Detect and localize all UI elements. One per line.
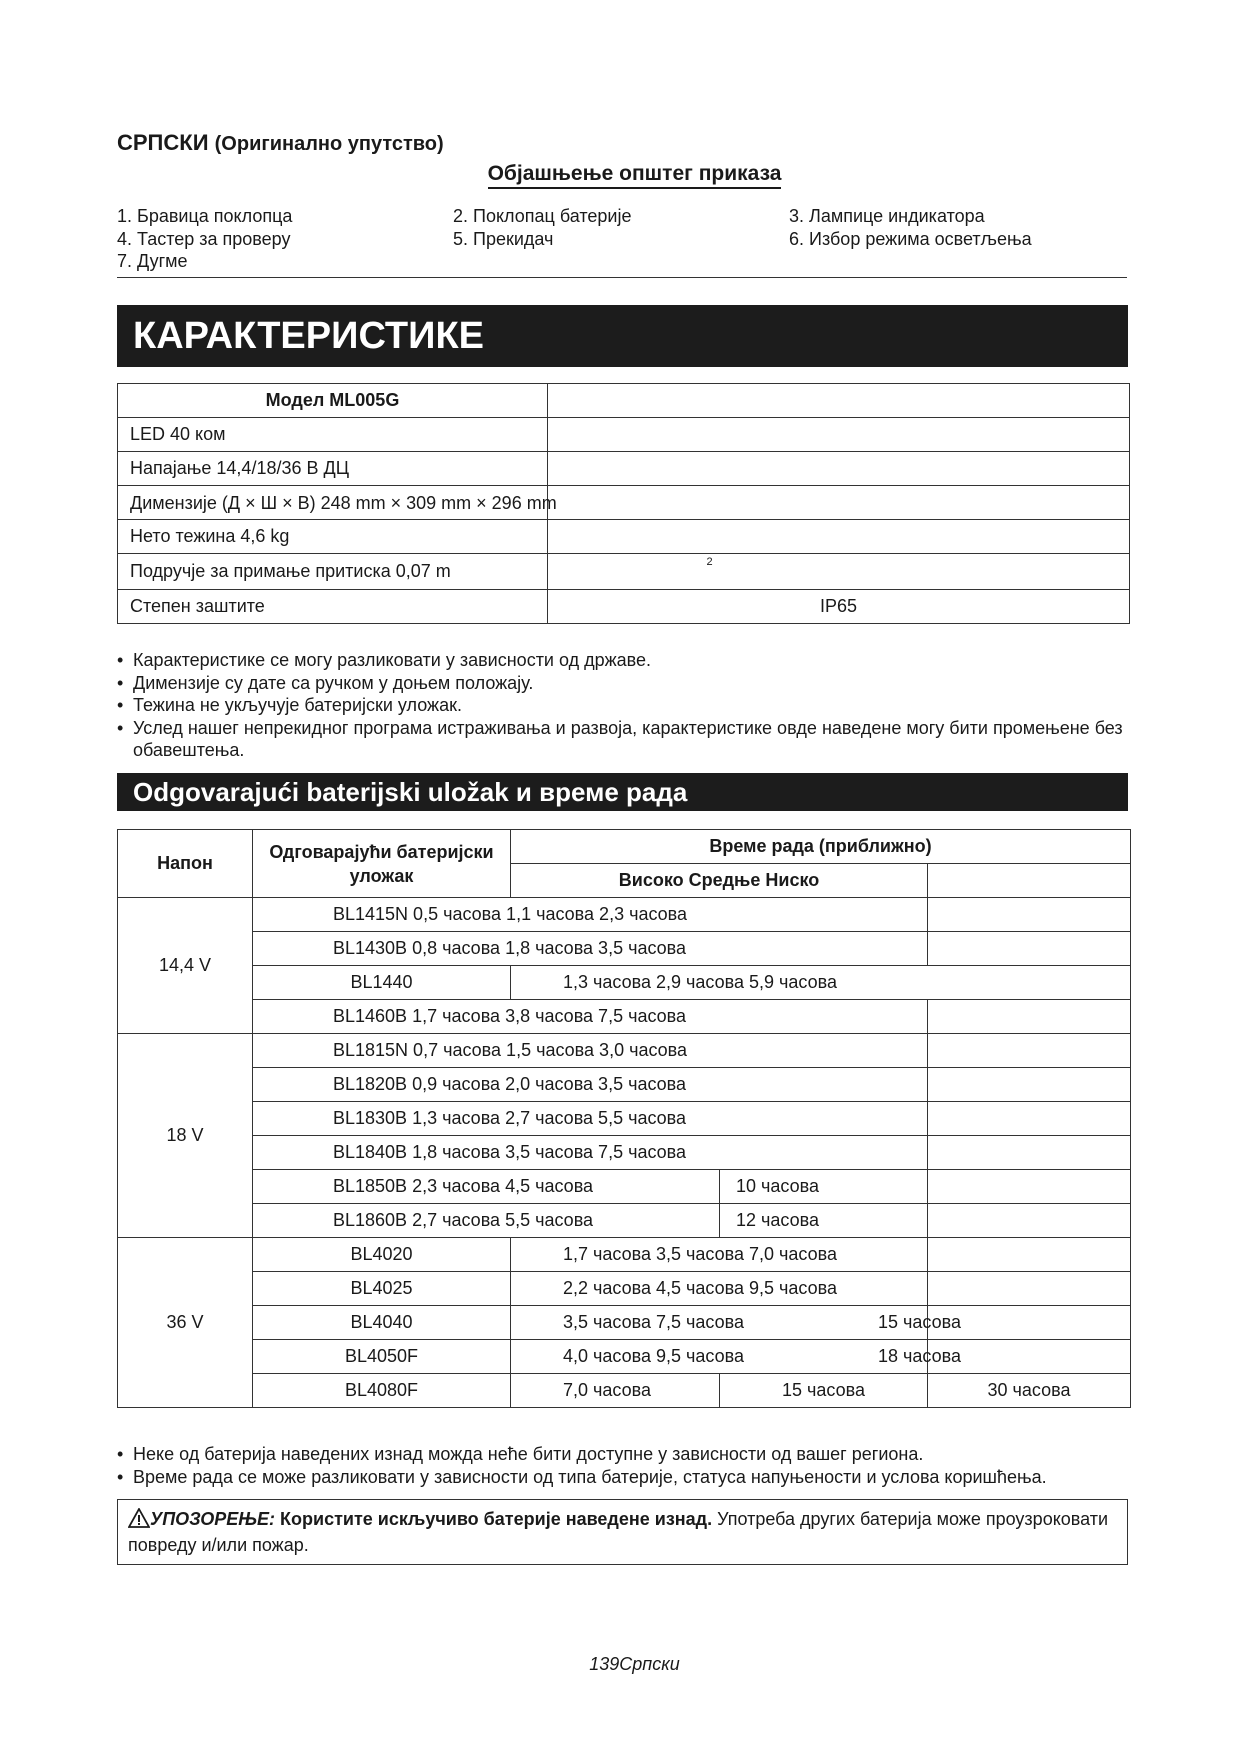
warning-box <box>117 1499 1128 1565</box>
runtime-cell: 1,3 часова 2,9 часова 5,9 часова <box>511 966 1131 1000</box>
table-row <box>118 1136 1131 1170</box>
cartridge-cell: BL4025 <box>253 1272 511 1306</box>
runtime-cell <box>928 1034 1131 1068</box>
cartridge-cell: BL4050F <box>253 1340 511 1374</box>
list-item: • Услед нашег непрекидног програма истраживања и развоја, карактеристике овде наведене могу бити промењене без обавештења. <box>117 717 1123 760</box>
spec-value: IP65 <box>548 590 1130 624</box>
table-row <box>118 1272 1131 1306</box>
table-row <box>118 590 1130 624</box>
list-item: • Карактеристике се могу разликовати у зависности од државе. <box>117 650 652 670</box>
table-row <box>118 1170 1131 1204</box>
spec-label: Димензије (Д × Ш × В) 248 mm × 309 mm × 296 mm <box>130 493 557 513</box>
table-row <box>118 1102 1131 1136</box>
cartridge-cell: BL4020 <box>253 1238 511 1272</box>
runtime-cell: BL1460B 1,7 часова 3,8 часова 7,5 часова <box>253 1000 928 1034</box>
table-row <box>118 1340 1131 1374</box>
table-row <box>118 898 1131 932</box>
battery-banner: Odgovarajući baterijski uložak и време рада <box>117 773 1128 811</box>
table-row <box>118 1204 1131 1238</box>
spec-value <box>548 554 1130 590</box>
heading-subtitle: (Оригинално упутство) <box>214 133 444 155</box>
legend-item: 1. Бравица поклопца <box>117 206 293 226</box>
table-row <box>118 520 1130 554</box>
legend-row <box>117 228 1127 251</box>
parts-legend <box>117 205 1127 273</box>
legend-item: 2. Поклопац батерије <box>453 206 632 226</box>
list-item: • Време рада се може разликовати у зависности од типа батерије, статуса напуњености и услова коришћења. <box>117 1466 1047 1487</box>
page-footer <box>0 1654 1241 1675</box>
runtime-header: Време рада (приближно) <box>511 830 1131 864</box>
legend-item: 5. Прекидач <box>453 228 554 249</box>
legend-item: 3. Лампице индикатора <box>789 206 985 226</box>
list-item: • Тежина не укључује батеријски уложак. <box>117 695 462 715</box>
spec-label: LED 40 ком <box>118 418 548 452</box>
warning-label: УПОЗОРЕЊЕ: <box>150 1509 276 1529</box>
warning-bold-text: Користите искључиво батерије наведене изнад. <box>280 1509 713 1529</box>
table-header-row <box>118 830 1131 864</box>
table-row <box>118 1238 1131 1272</box>
spec-label: Нето тежина 4,6 kg <box>118 520 548 554</box>
table-row <box>118 932 1131 966</box>
table-row <box>118 418 1130 452</box>
table-row <box>118 452 1130 486</box>
battery-notes <box>117 1443 1132 1488</box>
runtime-cell: BL1840B 1,8 часова 3,5 часова 7,5 часова <box>253 1136 928 1170</box>
runtime-cell: BL1820B 0,9 часова 2,0 часова 3,5 часова <box>253 1068 928 1102</box>
spec-value <box>548 384 1130 418</box>
table-row <box>118 1034 1131 1068</box>
runtime-cell: 1,7 часова 3,5 часова 7,0 часова <box>511 1238 928 1272</box>
runtime-cell: 18 часова <box>928 1340 1131 1374</box>
runtime-cell <box>928 932 1131 966</box>
runtime-cell: BL1415N 0,5 часова 1,1 часова 2,3 часова <box>253 898 928 932</box>
spec-label-cell <box>118 486 557 520</box>
model-label: Модел ML005G <box>118 384 548 418</box>
cartridge-header: Одговарајући батеријски уложак <box>253 830 511 898</box>
levels-blank <box>928 864 1131 898</box>
runtime-cell <box>928 898 1131 932</box>
cartridge-cell: BL1440 <box>253 966 511 1000</box>
table-row <box>118 1068 1131 1102</box>
divider <box>117 277 1127 278</box>
battery-table <box>117 829 1131 1408</box>
warning-text: Употреба других батерија може проузроковати повреду и/или пожар. <box>128 1509 1109 1555</box>
runtime-cell: 15 часова <box>928 1306 1131 1340</box>
runtime-cell: BL1815N 0,7 часова 1,5 часова 3,0 часова <box>253 1034 928 1068</box>
table-row <box>118 486 1130 520</box>
runtime-cell <box>928 1136 1131 1170</box>
voltage-header: Напон <box>118 830 253 898</box>
runtime-cell: 2,2 часова 4,5 часова 9,5 часова <box>511 1272 928 1306</box>
legend-item: 6. Избор режима осветљења <box>789 228 1032 249</box>
spec-value <box>548 418 1130 452</box>
runtime-cell <box>928 1238 1131 1272</box>
runtime-cell: 7,0 часова <box>511 1374 720 1408</box>
table-row <box>118 384 1130 418</box>
overview-title: Објашњење општег приказа <box>0 162 1241 186</box>
runtime-cell: 10 часова <box>720 1170 928 1204</box>
specs-notes <box>117 649 1132 762</box>
table-row <box>118 966 1131 1000</box>
runtime-cell: 30 часова <box>928 1374 1131 1408</box>
spec-label: Напајање 14,4/18/36 В ДЦ <box>118 452 548 486</box>
legend-row <box>117 250 1127 273</box>
runtime-cell: 4,0 часова 9,5 часова <box>511 1340 928 1374</box>
list-item: • Димензије су дате са ручком у доњем положају. <box>117 672 534 693</box>
runtime-cell: 15 часова <box>720 1374 928 1408</box>
runtime-cell <box>928 1272 1131 1306</box>
spec-label: Степен заштите <box>118 590 548 624</box>
table-row <box>118 1374 1131 1408</box>
specs-banner: КАРАКТЕРИСТИКЕ <box>117 305 1128 367</box>
spec-value <box>548 486 1130 520</box>
specs-table <box>117 383 1130 624</box>
superscript: 2 <box>706 556 713 568</box>
runtime-cell: BL1860B 2,7 часова 5,5 часова <box>253 1204 720 1238</box>
runtime-cell <box>928 1204 1131 1238</box>
runtime-cell: BL1430B 0,8 часова 1,8 часова 3,5 часова <box>253 932 928 966</box>
table-row <box>118 1306 1131 1340</box>
table-row <box>118 1000 1131 1034</box>
table-row <box>118 554 1130 590</box>
language-heading: СРПСКИ (Оригинално упутство) <box>117 130 444 155</box>
cartridge-cell: BL4080F <box>253 1374 511 1408</box>
spec-label: Подручје за примање притиска 0,07 m <box>118 554 548 590</box>
levels-header: Високо Средње Ниско <box>511 864 928 898</box>
voltage-cell: 14,4 V <box>118 898 253 1034</box>
voltage-cell: 18 V <box>118 1034 253 1238</box>
warning-icon <box>128 1508 150 1534</box>
runtime-cell <box>928 1170 1131 1204</box>
legend-item: 4. Тастер за проверу <box>117 228 291 249</box>
page-number: 139Српски <box>589 1654 680 1674</box>
spec-value <box>548 452 1130 486</box>
runtime-cell: 3,5 часова 7,5 часова <box>511 1306 928 1340</box>
voltage-cell: 36 V <box>118 1238 253 1408</box>
runtime-cell <box>928 1000 1131 1034</box>
runtime-cell <box>928 1068 1131 1102</box>
runtime-cell: BL1850B 2,3 часова 4,5 часова <box>253 1170 720 1204</box>
runtime-cell <box>928 1102 1131 1136</box>
list-item: • Неке од батерија наведених изнад можда неће бити доступне у зависности од вашег региона. <box>117 1444 924 1464</box>
legend-item: 7. Дугме <box>117 251 188 271</box>
runtime-cell: 12 часова <box>720 1204 928 1238</box>
legend-row <box>117 205 1127 228</box>
cartridge-cell: BL4040 <box>253 1306 511 1340</box>
runtime-cell: BL1830B 1,3 часова 2,7 часова 5,5 часова <box>253 1102 928 1136</box>
spec-value <box>548 520 1130 554</box>
